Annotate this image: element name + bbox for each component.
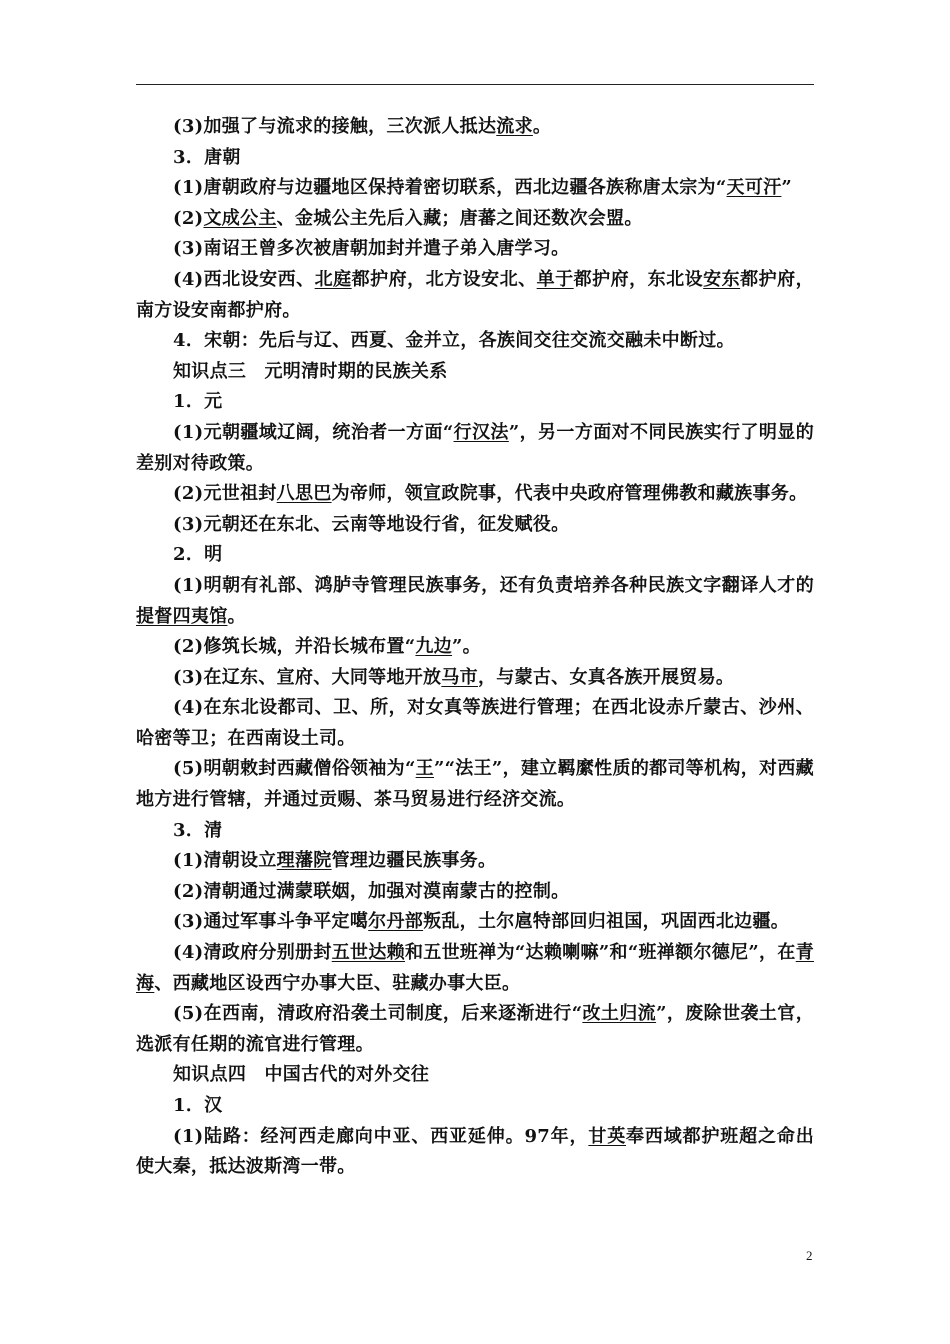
text-run: 和五世班禅为“达赖喇嘛”和“班禅额尔德尼”，在 <box>404 942 796 964</box>
paragraph <box>136 632 814 663</box>
underlined-term: 王 <box>415 758 434 780</box>
text-run: (3)南诏王曾多次被唐朝加封并遣子弟入唐学习。 <box>173 238 570 260</box>
underlined-term: 提督四夷馆 <box>136 605 228 627</box>
underlined-term: 尔丹部 <box>368 911 424 933</box>
text-run: 1．汉 <box>173 1095 223 1116</box>
paragraph <box>136 999 814 1060</box>
paragraph <box>136 112 814 143</box>
paragraph <box>136 418 814 479</box>
text-run: ”，另一方面对不同民族实行了明显的差别对待政策。 <box>136 421 815 474</box>
text-run: 2．明 <box>173 544 223 566</box>
text-run: (4)西北设安西、 <box>173 268 315 290</box>
underlined-term: 文成公主 <box>203 207 277 229</box>
underlined-term: 理藩院 <box>276 850 332 872</box>
text-run: 、西藏地区设西宁办事大臣、驻藏办事大臣。 <box>154 972 521 994</box>
text-run: 1．元 <box>173 391 223 413</box>
text-run: (2) <box>173 207 204 229</box>
paragraph <box>136 510 814 541</box>
text-run: 、金城公主先后入藏；唐蕃之间还数次会盟。 <box>276 207 643 229</box>
text-run: (1)唐朝政府与边疆地区保持着密切联系，西北边疆各族称唐太宗为“ <box>173 177 727 199</box>
paragraph <box>136 387 814 418</box>
text-run: 4．宋朝：先后与辽、西夏、金并立，各族间交往交流交融未中断过。 <box>173 330 735 352</box>
document-body <box>136 112 814 1183</box>
text-run: (1)元朝疆域辽阔，统治者一方面“ <box>173 421 454 443</box>
text-run: (3)在辽东、宣府、大同等地开放 <box>173 666 442 688</box>
underlined-term: 单于 <box>536 268 574 290</box>
paragraph <box>136 479 814 510</box>
text-run: 。 <box>532 116 552 137</box>
underlined-term: 八思巴 <box>276 483 332 505</box>
underlined-term: 改土归流 <box>582 1003 657 1025</box>
text-run: 知识点四 中国古代的对外交往 <box>173 1064 430 1086</box>
underlined-term: 安东 <box>703 268 741 290</box>
paragraph <box>136 693 814 754</box>
underlined-term: 马市 <box>441 666 478 688</box>
text-run: (1)清朝设立 <box>173 850 277 872</box>
paragraph <box>136 204 814 235</box>
text-run: (3)加强了与流求的接触，三次派人抵达 <box>173 116 497 137</box>
paragraph <box>136 846 814 877</box>
underlined-term: 甘英 <box>588 1125 627 1147</box>
text-run: ” <box>781 177 793 199</box>
text-run: (1)陆路：经河西走廊向中亚、西亚延伸。97年， <box>173 1125 589 1147</box>
paragraph <box>136 877 814 908</box>
text-run: ，与蒙古、女真各族开展贸易。 <box>477 666 735 688</box>
paragraph <box>136 571 814 632</box>
paragraph <box>136 1060 814 1091</box>
paragraph <box>136 234 814 265</box>
underlined-term: 青海 <box>136 942 815 994</box>
paragraph <box>136 265 814 326</box>
text-run: (2)元世祖封 <box>173 483 277 505</box>
paragraph <box>136 173 814 204</box>
paragraph <box>136 754 814 815</box>
paragraph <box>136 357 814 388</box>
paragraph <box>136 1091 814 1122</box>
paragraph <box>136 816 814 847</box>
text-run: 管理边疆民族事务。 <box>331 850 497 872</box>
text-run: (2)修筑长城，并沿长城布置“ <box>173 636 416 658</box>
paragraph <box>136 540 814 571</box>
text-run: ”，废除世袭土官，选派有任期的流官进行管理。 <box>136 1003 814 1055</box>
text-run: (4)在东北设都司、卫、所，对女真等族进行管理；在西北设赤斤蒙古、沙州、哈密等卫；在西南设土司。 <box>136 697 814 749</box>
text-run: 都护府，东北设 <box>573 268 704 290</box>
text-run: 。 <box>227 605 246 627</box>
text-run: (1)明朝有礼部、鸿胪寺管理民族事务，还有负责培养各种民族文字翻译人才的 <box>173 574 814 596</box>
text-run: (4)清政府分别册封 <box>173 942 332 964</box>
header-rule <box>136 84 814 85</box>
paragraph <box>136 938 814 999</box>
paragraph <box>136 1122 814 1183</box>
underlined-term: 行汉法 <box>453 421 509 443</box>
page-number: 2 <box>806 1248 813 1263</box>
text-run: ”。 <box>452 636 481 658</box>
text-run: (2)清朝通过满蒙联姻，加强对漠南蒙古的控制。 <box>173 880 570 902</box>
text-run: (5)明朝敕封西藏僧俗领袖为“ <box>173 758 416 780</box>
text-run: 3．清 <box>173 819 223 841</box>
underlined-term: 流求 <box>496 116 533 137</box>
underlined-term: 北庭 <box>314 268 352 290</box>
paragraph <box>136 907 814 938</box>
text-run: 3．唐朝 <box>173 146 241 168</box>
text-run: 都护府，北方设安北、 <box>351 268 537 290</box>
paragraph <box>136 326 814 357</box>
text-run: (3)通过军事斗争平定噶 <box>173 911 369 933</box>
text-run: ”“法王”，建立羁縻性质的都司等机构，对西藏地方进行管辖，并通过贡赐、茶马贸易进行经济交流。 <box>136 758 814 811</box>
text-run: 奉西域都护班超之命出使大秦，抵达波斯湾一带。 <box>136 1125 814 1178</box>
text-run: 都护府，南方设安南都护府。 <box>136 268 814 321</box>
paragraph <box>136 143 814 174</box>
text-run: (5)在西南，清政府沿袭土司制度，后来逐渐进行“ <box>173 1003 583 1025</box>
text-run: 叛乱，土尔扈特部回归祖国，巩固西北边疆。 <box>423 911 790 933</box>
underlined-term: 五世达赖 <box>331 942 405 964</box>
underlined-term: 天可汗 <box>726 177 782 199</box>
paragraph <box>136 663 814 694</box>
text-run: 为帝师，领宣政院事，代表中央政府管理佛教和藏族事务。 <box>331 483 808 505</box>
text-run: (3)元朝还在东北、云南等地设行省，征发赋役。 <box>173 513 570 535</box>
underlined-term: 九边 <box>415 636 453 658</box>
text-run: 知识点三 元明清时期的民族关系 <box>173 360 448 382</box>
